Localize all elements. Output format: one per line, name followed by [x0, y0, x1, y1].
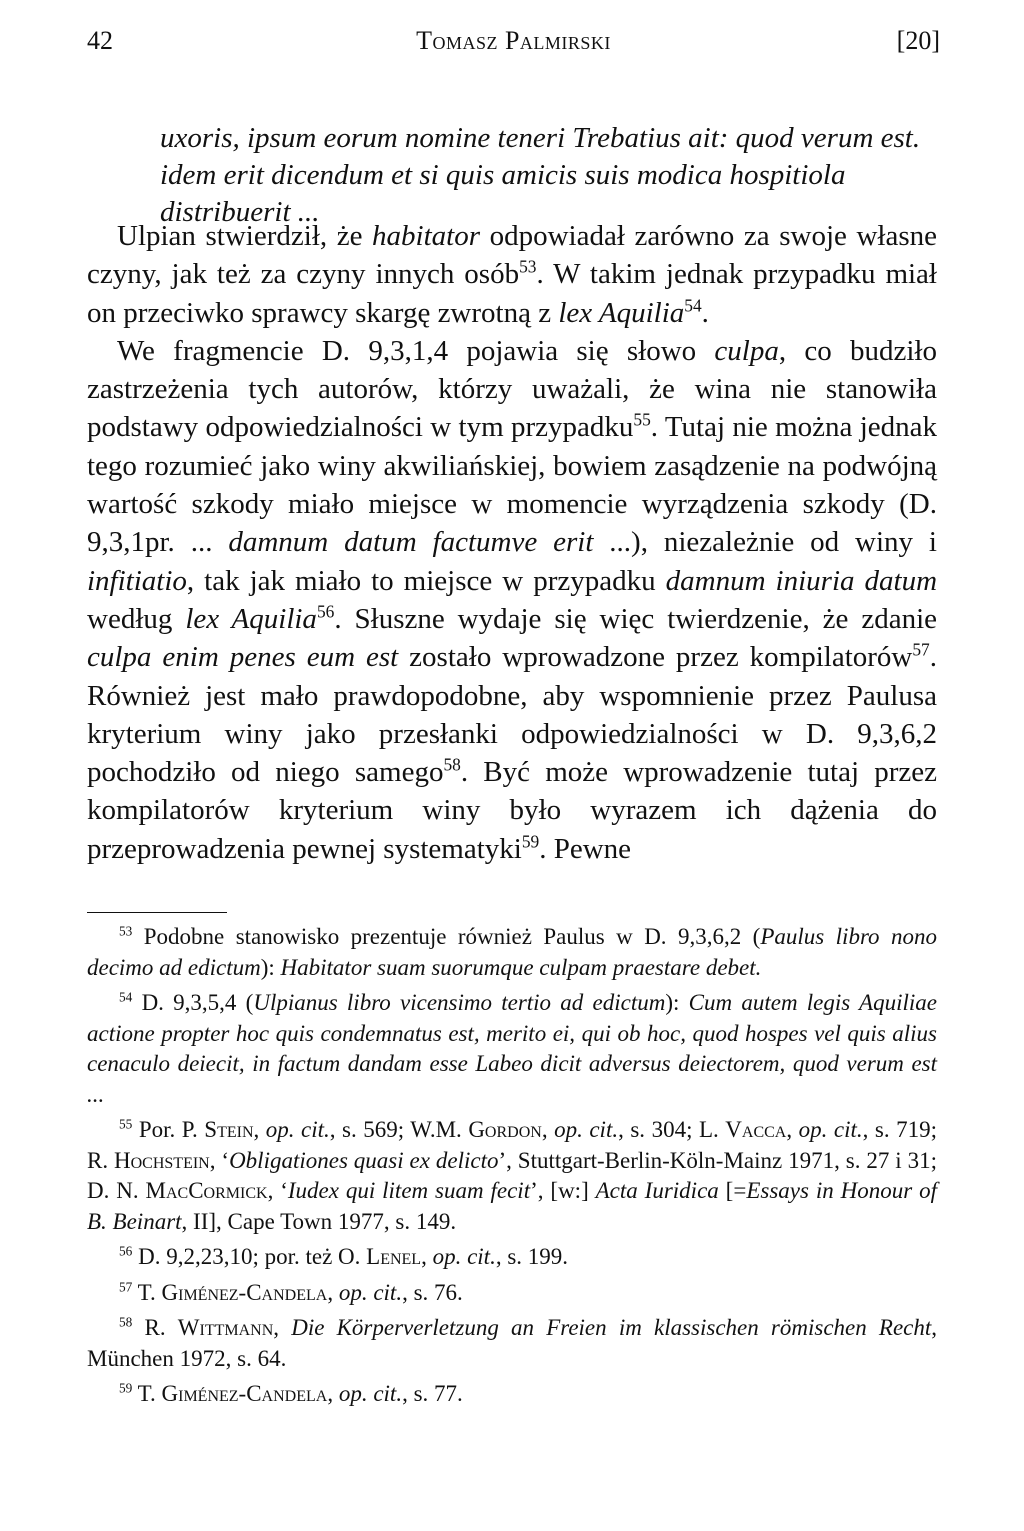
- latin-quotation: [160, 120, 950, 231]
- paragraph-2: We fragmencie D. 9,3,1,4 pojawia się słowo culpa, co budziło zastrzeżenia tych autorów, którzy uważali, że wina nie stanowiła podstawy odpowiedzialności w tym przypadku$^{55}$. Tutaj nie można jednak tego rozumieć jako winy akwiliańskiej, bowiem zasądzenie na podwójną wartość szkody miało miejsce w momencie wyrządzenia szkody (D. 9,3,1pr. ... damnum datum factumve erit ...), niezależnie od winy i infitiatio, tak jak miało to miejsce w przypadku damnum iniuria datum według lex Aquilia$^{56}$. Słuszne wydaje się więc twierdzenie, że zdanie culpa enim penes eum est zostało wprowadzone przez kompilatorów$^{57}$. Również jest mało prawdopodobne, aby wspomnienie przez Paulusa kryterium winy jako przesłanki odpowiedzialności w D. 9,3,6,2 pochodziło od niego samego$^{58}$. Być może wprowadzenie tutaj przez kompilatorów kryterium winy było wyrazem ich dążenia do przeprowadzenia pewnej systematyki$^{59}$. Pewne: [87, 334, 938, 865]
- running-header: [87, 26, 940, 70]
- footnote-ref-55[interactable]: 55: [633, 409, 651, 430]
- footnote-57: $^{57}$ T. Giménez-Candela, op. cit., s. 76.: [119, 1278, 463, 1305]
- footnote-54: $^{54}$ D. 9,3,5,4 (Ulpianus libro vicensimo tertio ad edictum): Cum autem legis Aquiliae actione propter hoc quis condemnatus est, merito ei, qui ob hoc, quod hospes vel quis alius cenaculo deiecit, in factum dandam esse Labeo dicit adversus deiectorem, quod verum est ...: [87, 989, 937, 1107]
- paragraph-1: Ulpian stwierdził, że habitator odpowiadał zarówno za swoje własne czyny, jak też za czyny innych osób$^{53}$. W takim jednak przypadku miał on przeciwko sprawcy skargę zwrotną z lex Aquilia$^{54}$.: [87, 220, 937, 329]
- footnote-58: $^{58}$ R. Wittmann, Die Körperverletzung an Freien im klassischen römischen Recht, München 1972, s. 64.: [87, 1314, 938, 1371]
- footnote-ref-57[interactable]: 57: [912, 639, 930, 660]
- footnote-separator: [87, 912, 227, 913]
- footnote-ref-53[interactable]: 53: [519, 256, 537, 277]
- page-number: 42: [87, 26, 113, 55]
- footnote-ref-56[interactable]: 56: [316, 601, 335, 622]
- footnote-ref-58[interactable]: 58: [443, 754, 461, 775]
- running-head-author: Tomasz Palmirski: [416, 26, 611, 55]
- quotation-text: uxoris, ipsum eorum nomine teneri Trebatius ait: quod verum est. idem erit dicendum et si quis amicis suis modica hospitiola distribuerit ...: [160, 122, 921, 228]
- footnote-ref-54[interactable]: 54: [684, 294, 702, 315]
- footnote-55: $^{55}$ Por. P. Stein, op. cit., s. 569; W.M. Gordon, op. cit., s. 304; L. Vacca, op. cit., s. 719; R. Hochstein, ‘Obligationes quasi ex delicto’, Stuttgart-Berlin-Köln-Mainz 1971, s. 27 i 31; D. N. MacCormick, ‘Iudex qui litem suam fecit’, [w:] Acta Iuridica [=Essays in Honour of B. Beinart, II], Cape Town 1977, s. 149.: [87, 1116, 937, 1234]
- section-number: [20]: [896, 26, 940, 55]
- footnote-59: $^{59}$ T. Giménez-Candela, op. cit., s. 77.: [119, 1380, 463, 1406]
- footnote-56: $^{56}$ D. 9,2,23,10; por. też O. Lenel, op. cit., s. 199.: [119, 1243, 569, 1269]
- footnote-ref-59[interactable]: 59: [521, 831, 540, 852]
- footnote-53: $^{53}$ Podobne stanowisko prezentuje również Paulus w D. 9,3,6,2 (Paulus libro nono decimo ad edictum): Habitator suam suorumque culpam praestare debet.: [87, 923, 937, 980]
- main-text: [87, 217, 937, 868]
- footnotes: [87, 922, 937, 1415]
